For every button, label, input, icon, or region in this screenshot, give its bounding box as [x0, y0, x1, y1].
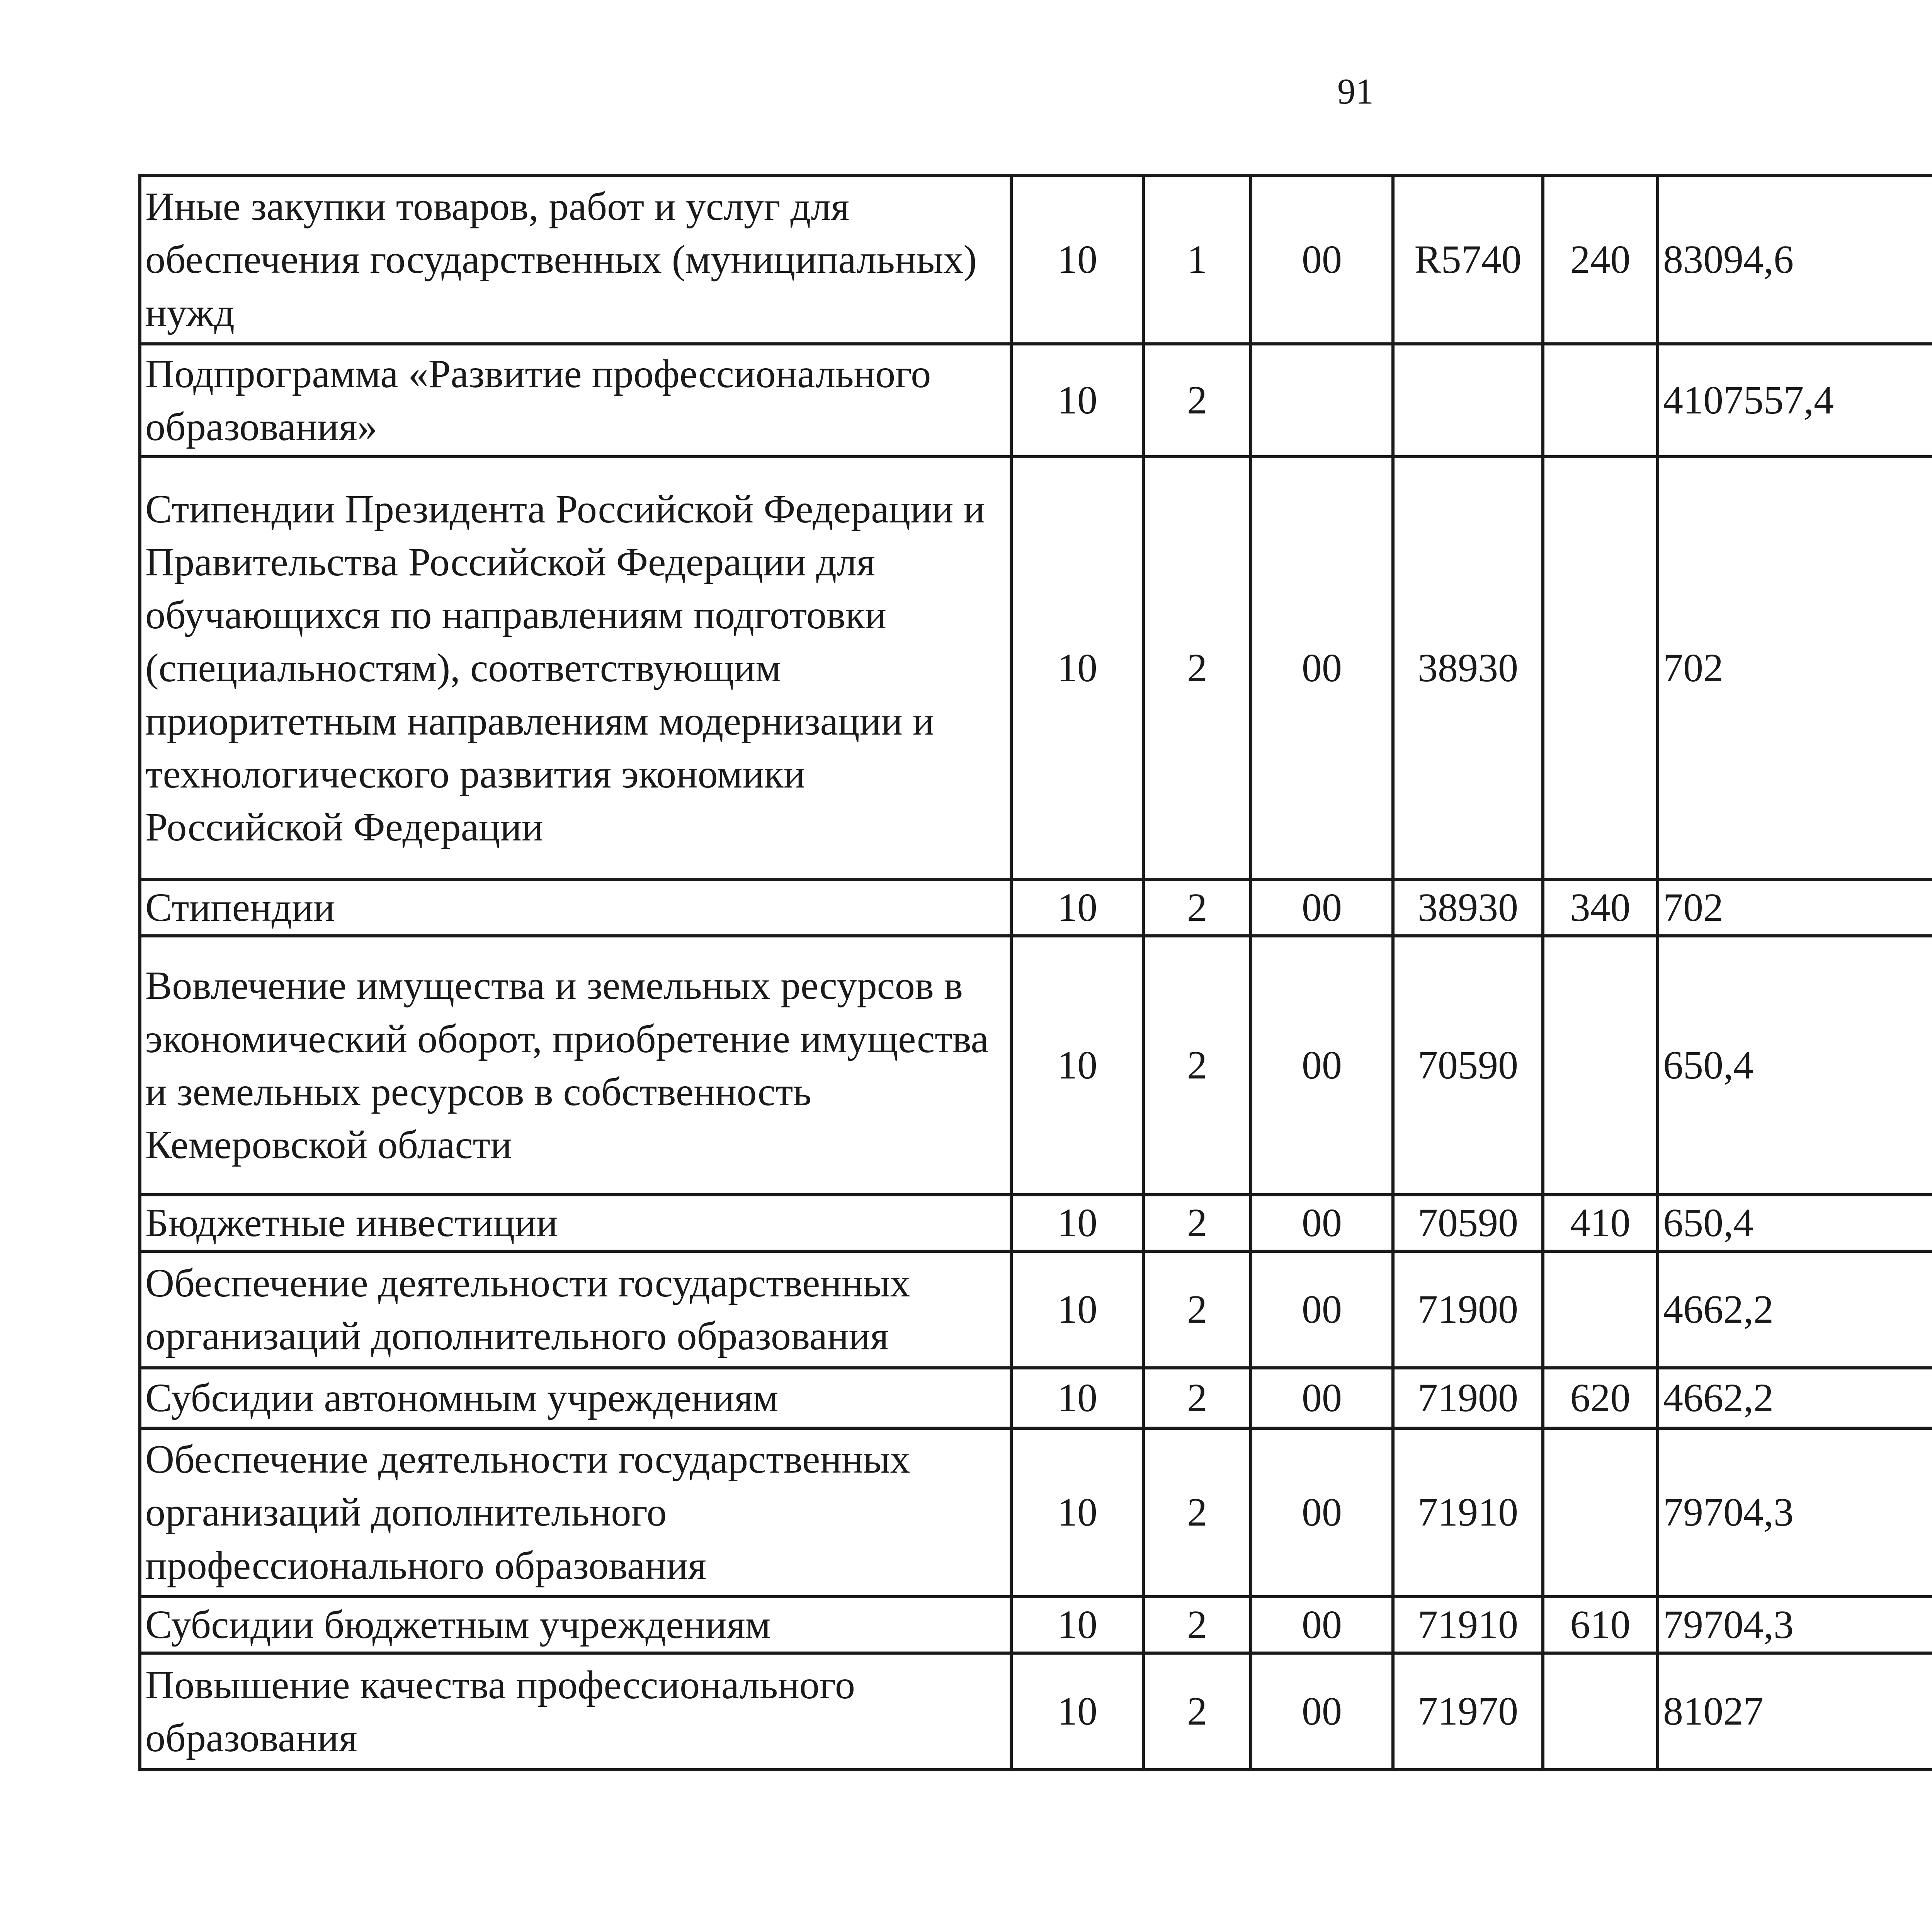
- program-code: [1251, 344, 1393, 457]
- section-code: 10: [1011, 457, 1143, 879]
- expense-type-code: 610: [1543, 1597, 1658, 1653]
- expense-type-code: 620: [1543, 1368, 1658, 1428]
- target-item-code: 71910: [1393, 1597, 1543, 1653]
- amount-year-1: 650,4: [1658, 936, 1932, 1195]
- program-code: 00: [1251, 1653, 1393, 1770]
- target-item-code: 38930: [1393, 879, 1543, 936]
- amount-year-1: 702: [1658, 879, 1932, 936]
- target-item-code: [1393, 344, 1543, 457]
- program-code: 00: [1251, 457, 1393, 879]
- section-code: 10: [1011, 175, 1143, 344]
- section-code: 10: [1011, 344, 1143, 457]
- row-description: Субсидии бюджетным учреждениям: [140, 1597, 1011, 1653]
- expense-type-code: 240: [1543, 175, 1658, 344]
- target-item-code: 71910: [1393, 1428, 1543, 1597]
- row-description: Иные закупки товаров, работ и услуг для обеспечения государственных (муниципальных) нужд: [140, 175, 1011, 344]
- expense-type-code: [1543, 1653, 1658, 1770]
- table-row: [140, 1368, 1932, 1428]
- program-code: 00: [1251, 879, 1393, 936]
- section-code: 10: [1011, 1653, 1143, 1770]
- row-description: Вовлечение имущества и земельных ресурсов в экономический оборот, приобретение имущества и земельных ресурсов в собственность Кемеровской области: [140, 936, 1011, 1195]
- amount-year-1: 4662,2: [1658, 1251, 1932, 1368]
- section-code: 10: [1011, 1597, 1143, 1653]
- table-row: [140, 1195, 1932, 1251]
- section-code: 10: [1011, 936, 1143, 1195]
- target-item-code: 71900: [1393, 1368, 1543, 1428]
- subsection-code: 2: [1143, 457, 1251, 879]
- row-description: Стипендии Президента Российской Федерации и Правительства Российской Федерации для обучающихся по направлениям подготовки (специальностям), соответствующим приоритетным направлениям модернизации и технологического развития экономики Российской Федерации: [140, 457, 1011, 879]
- program-code: 00: [1251, 1195, 1393, 1251]
- subsection-code: 2: [1143, 1597, 1251, 1653]
- table-row: [140, 457, 1932, 879]
- subsection-code: 2: [1143, 1251, 1251, 1368]
- amount-year-1: 4107557,4: [1658, 344, 1932, 457]
- amount-year-1: 4662,2: [1658, 1368, 1932, 1428]
- row-description: Подпрограмма «Развитие профессионального образования»: [140, 344, 1011, 457]
- program-code: 00: [1251, 1251, 1393, 1368]
- program-code: 00: [1251, 1428, 1393, 1597]
- amount-year-1: 83094,6: [1658, 175, 1932, 344]
- amount-year-1: 79704,3: [1658, 1597, 1932, 1653]
- budget-table: [138, 174, 1932, 1771]
- program-code: 00: [1251, 175, 1393, 344]
- program-code: 00: [1251, 1368, 1393, 1428]
- expense-type-code: [1543, 1251, 1658, 1368]
- section-code: 10: [1011, 1251, 1143, 1368]
- table-row: [140, 175, 1932, 344]
- target-item-code: 71900: [1393, 1251, 1543, 1368]
- amount-year-1: 650,4: [1658, 1195, 1932, 1251]
- row-description: Обеспечение деятельности государственных организаций дополнительного образования: [140, 1251, 1011, 1368]
- table-row: [140, 1428, 1932, 1597]
- subsection-code: 2: [1143, 1653, 1251, 1770]
- expense-type-code: [1543, 936, 1658, 1195]
- row-description: Стипендии: [140, 879, 1011, 936]
- table-row: [140, 344, 1932, 457]
- section-code: 10: [1011, 1368, 1143, 1428]
- target-item-code: 71970: [1393, 1653, 1543, 1770]
- expense-type-code: [1543, 344, 1658, 457]
- row-description: Обеспечение деятельности государственных организаций дополнительного профессионального образования: [140, 1428, 1011, 1597]
- target-item-code: R5740: [1393, 175, 1543, 344]
- program-code: 00: [1251, 936, 1393, 1195]
- expense-type-code: 410: [1543, 1195, 1658, 1251]
- table-row: [140, 879, 1932, 936]
- subsection-code: 2: [1143, 1195, 1251, 1251]
- amount-year-1: 702: [1658, 457, 1932, 879]
- expense-type-code: [1543, 457, 1658, 879]
- target-item-code: 70590: [1393, 936, 1543, 1195]
- table-row: [140, 1597, 1932, 1653]
- row-description: Бюджетные инвестиции: [140, 1195, 1011, 1251]
- subsection-code: 2: [1143, 1368, 1251, 1428]
- amount-year-1: 81027: [1658, 1653, 1932, 1770]
- subsection-code: 2: [1143, 344, 1251, 457]
- program-code: 00: [1251, 1597, 1393, 1653]
- table-row: [140, 936, 1932, 1195]
- expense-type-code: 340: [1543, 879, 1658, 936]
- amount-year-1: 79704,3: [1658, 1428, 1932, 1597]
- target-item-code: 38930: [1393, 457, 1543, 879]
- row-description: Субсидии автономным учреждениям: [140, 1368, 1011, 1428]
- expense-type-code: [1543, 1428, 1658, 1597]
- subsection-code: 2: [1143, 879, 1251, 936]
- subsection-code: 1: [1143, 175, 1251, 344]
- section-code: 10: [1011, 1428, 1143, 1597]
- section-code: 10: [1011, 1195, 1143, 1251]
- section-code: 10: [1011, 879, 1143, 936]
- page-number: 91: [1337, 71, 1374, 112]
- row-description: Повышение качества профессионального образования: [140, 1653, 1011, 1770]
- subsection-code: 2: [1143, 1428, 1251, 1597]
- table-row: [140, 1251, 1932, 1368]
- table-row: [140, 1653, 1932, 1770]
- subsection-code: 2: [1143, 936, 1251, 1195]
- target-item-code: 70590: [1393, 1195, 1543, 1251]
